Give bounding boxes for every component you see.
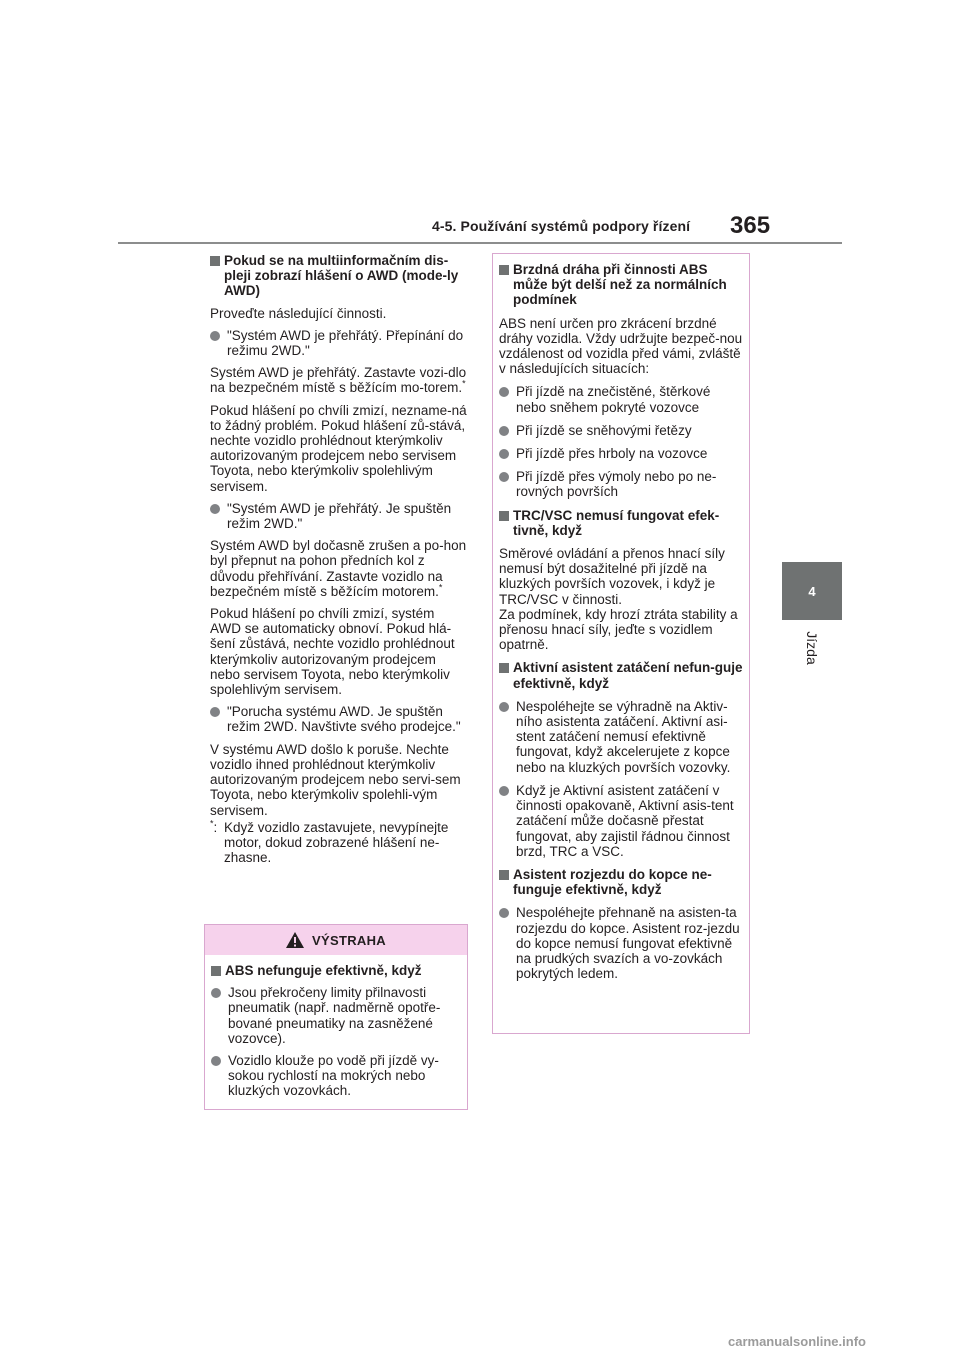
square-bullet-icon [499, 870, 509, 880]
abs-heading [499, 262, 743, 308]
bullet-text: Vozidlo klouže po vodě při jízdě vy-sokou rychlostí na mokrých nebo kluzkých vozovkách. [228, 1053, 439, 1099]
bullet-item [210, 704, 468, 734]
warning-triangle-icon [286, 932, 304, 948]
warning-body [205, 955, 467, 1099]
warning-box [204, 924, 468, 1110]
round-bullet-icon [211, 988, 221, 998]
square-bullet-icon [499, 511, 509, 521]
round-bullet-icon [499, 449, 509, 459]
watermark[interactable]: carmanualsonline.info [728, 1334, 866, 1349]
bullet-item [499, 384, 743, 414]
square-bullet-icon [211, 966, 221, 976]
bullet-text: "Systém AWD je přehřátý. Přepínání do režimu 2WD." [227, 327, 464, 359]
bullet-text: "Systém AWD je přehřátý. Je spuštěn režim 2WD." [227, 500, 452, 532]
trc-vsc-heading [499, 508, 743, 538]
footnote-ref: * [438, 582, 443, 593]
bullet-item [499, 905, 743, 981]
bullet-text: Při jízdě přes výmoly nebo po ne-rovných površích [516, 469, 717, 500]
chapter-tab-label [788, 628, 836, 668]
chapter-label: Jízda [804, 631, 820, 665]
intro-text: Proveďte následující činnosti. [210, 305, 387, 321]
bullet-item [499, 783, 743, 859]
bullet-item [211, 1053, 461, 1099]
warning-header [205, 925, 467, 955]
paragraph: V systému AWD došlo k poruše. Nechte vozidlo ihned prohlédnout kterýmkoliv autorizovaným prodejcem nebo servi-sem Toyota, nebo kterýmkoliv spolehli-vým servisem. [210, 741, 461, 818]
bullet-text: Když je Aktivní asistent zatáčení v činnosti opakovaně, Aktivní asis-tent zatáčení může dočasně přestat fungovat, aby zajistil řádnou činnost brzd, TRC a VSC. [516, 782, 734, 859]
steering-assist-heading [499, 660, 743, 690]
bullet-item [499, 423, 743, 438]
square-bullet-icon [499, 265, 509, 275]
paragraph: Pokud hlášení po chvíli zmizí, systém AWD se automaticky obnoví. Pokud hlá-šení zůstává, nechte vozidlo prohlédnout kterýmkoliv autorizovaným prodejcem nebo servisem Toyota, nebo kterýmkoliv spolehlivým servisem. [210, 606, 455, 698]
round-bullet-icon [210, 707, 220, 717]
page-number: 365 [730, 212, 771, 239]
round-bullet-icon [499, 702, 509, 712]
hill-start-heading [499, 867, 743, 897]
paragraph: Pokud hlášení po chvíli zmizí, nezname-ná to žádný problém. Pokud hlášení zů-stává, nechte vozidlo prohlédnout kterýmkoliv autorizovaným prodejcem nebo servisem Toyota, nebo kterýmkoliv spolehlivým servisem. [210, 402, 467, 494]
bullet-item [211, 985, 461, 1046]
paragraph-text: Systém AWD je přehřátý. Zastavte vozi-dlo na bezpečném místě s běžícím mo-torem. [210, 365, 467, 396]
bullet-text: Nespoléhejte přehnaně na asisten-ta rozjezdu do kopce. Asistent roz-jezdu do kopce nemusí fungovat efektivně na prudkých svazích a vo-zovkách pokrytých ledem. [516, 905, 740, 982]
heading-text: Aktivní asistent zatáčení nefun-guje efektivně, když [513, 660, 743, 691]
left-column [210, 253, 468, 865]
paragraph-text: Systém AWD byl dočasně zrušen a po-hon byl přepnut na pohon předních kol z důvodu přehřívání. Zastavte vozidlo na bezpečném místě s běžícím motorem. [210, 538, 467, 599]
round-bullet-icon [499, 387, 509, 397]
square-bullet-icon [210, 256, 220, 266]
round-bullet-icon [499, 426, 509, 436]
bullet-text: Nespoléhejte se výhradně na Aktiv-ního asistenta zatáčení. Aktivní asi-stent zatáčení nemusí efektivně fungovat, když akcelerujete z kopce nebo na kluzkých površích vozovky. [516, 698, 731, 775]
right-info-box [492, 253, 750, 1034]
footnote-mark: *: [210, 818, 218, 835]
header-divider [118, 242, 842, 244]
bullet-text: Při jízdě přes hrboly na vozovce [516, 446, 708, 462]
bullet-text: "Porucha systému AWD. Je spuštěn režim 2WD. Navštivte svého prodejce." [227, 704, 461, 735]
paragraph: Za podmínek, kdy hrozí ztráta stability a přenosu hnací síly, jeďte s vozidlem opatrně. [499, 606, 738, 653]
awd-message-heading [210, 253, 468, 299]
square-bullet-icon [499, 663, 509, 673]
paragraph [210, 365, 468, 395]
bullet-item [499, 446, 743, 461]
bullet-text: Při jízdě se sněhovými řetězy [516, 422, 692, 438]
round-bullet-icon [499, 908, 509, 918]
section-title: 4-5. Používání systémů podpory řízení [432, 218, 691, 234]
warning-title: VÝSTRAHA [312, 932, 386, 948]
footnote-text: Když vozidlo zastavujete, nevypínejte motor, dokud zobrazené hlášení ne-zhasne. [224, 819, 449, 866]
heading-text: ABS nefunguje efektivně, když [225, 963, 422, 978]
bullet-item [499, 699, 743, 775]
round-bullet-icon [499, 786, 509, 796]
heading-text: Brzdná dráha při činnosti ABS může být delší než za normálních podmínek [513, 262, 727, 308]
bullet-item [210, 501, 468, 531]
footnote [210, 820, 468, 866]
warning-heading [211, 963, 461, 978]
heading-text: Pokud se na multiinformačním dis-pleji zobrazí hlášení o AWD (mode-ly AWD) [224, 253, 459, 299]
bullet-text: Jsou překročeny limity přilnavosti pneumatik (např. nadměrně opotře-bované pneumatiky na zasněžené vozovce). [228, 985, 441, 1046]
footnote-ref: * [462, 378, 466, 389]
paragraph [210, 538, 468, 599]
round-bullet-icon [210, 504, 220, 514]
bullet-item [210, 328, 468, 358]
round-bullet-icon [499, 472, 509, 482]
paragraph: Směrové ovládání a přenos hnací síly nemusí být dosažitelné při jízdě na kluzkých površích vozovek, i když je TRC/VSC v činnosti. [499, 546, 725, 607]
bullet-item [499, 469, 743, 499]
bullet-text: Při jízdě na znečistěné, štěrkové nebo sněhem pokryté vozovce [516, 384, 711, 415]
heading-text: Asistent rozjezdu do kopce ne-funguje efektivně, když [513, 866, 712, 898]
chapter-tab-number [782, 562, 842, 620]
round-bullet-icon [210, 331, 220, 341]
heading-text: TRC/VSC nemusí fungovat efek-tivně, když [513, 507, 720, 538]
paragraph: ABS není určen pro zkrácení brzdné dráhy vozidla. Vždy udržujte bezpeč-nou vzdálenost od vozidla před vámi, zvláště v následujících situacích: [499, 315, 743, 377]
round-bullet-icon [211, 1056, 221, 1066]
chapter-number: 4 [808, 583, 816, 599]
